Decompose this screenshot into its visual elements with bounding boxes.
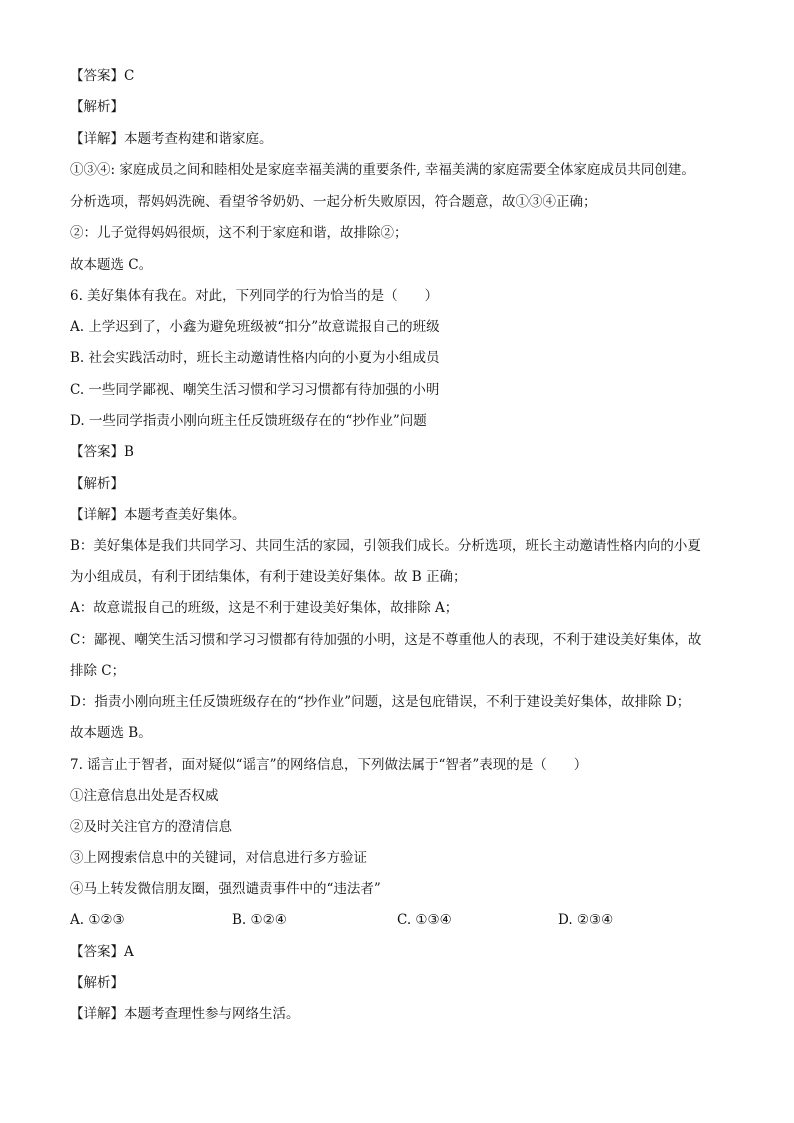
question-7-item: ①注意信息出处是否权威 xyxy=(70,788,219,804)
answer-label: 【答案】B xyxy=(70,444,134,460)
question-7-options xyxy=(70,910,740,930)
question-7-stem: 7. 谣言止于智者，面对疑似“谣言”的网络信息，下列做法属于“智者”表现的是（ ） xyxy=(70,757,588,773)
analysis-label: 【解析】 xyxy=(70,476,124,492)
question-7-option-c: C. ①③④ xyxy=(397,912,452,928)
question-6-option-a: A. 上学迟到了，小鑫为避免班级被“扣分”故意谎报自己的班级 xyxy=(70,319,440,335)
question-7-option-b: B. ①②④ xyxy=(232,912,287,928)
question-7-option-d: D. ②③④ xyxy=(558,912,614,928)
detail-line: C：鄙视、嘲笑生活习惯和学习习惯都有待加强的小明，这是不尊重他人的表现，不利于建设美好集体，故 xyxy=(70,632,702,648)
detail-line: B：美好集体是我们共同学习、共同生活的家园，引领我们成长。分析选项，班长主动邀请性格内向的小夏 xyxy=(70,538,701,554)
detail-line: 【详解】本题考查构建和谐家庭。 xyxy=(70,131,273,147)
detail-line: D：指责小刚向班主任反馈班级存在的“抄作业”问题，这是包庇错误，不利于建设美好集体，故排除 D； xyxy=(70,694,691,710)
detail-line: 排除 C； xyxy=(70,663,126,679)
answer-label: 【答案】C xyxy=(70,68,135,84)
detail-line: 为小组成员，有利于团结集体，有利于建设美好集体。故 B 正确； xyxy=(70,569,467,585)
question-7-item: ③上网搜索信息中的关键词，对信息进行多方验证 xyxy=(70,850,367,866)
question-6-option-c: C. 一些同学鄙视、嘲笑生活习惯和学习习惯都有待加强的小明 xyxy=(70,382,440,398)
question-7-option-a: A. ①②③ xyxy=(70,912,125,928)
question-7-item: ②及时关注官方的澄清信息 xyxy=(70,819,232,835)
detail-line: 【详解】本题考查理性参与网络生活。 xyxy=(70,1006,300,1022)
analysis-label: 【解析】 xyxy=(70,975,124,991)
detail-line: A：故意谎报自己的班级，这是不利于建设美好集体，故排除 A； xyxy=(70,600,459,616)
conclusion-line: 故本题选 C。 xyxy=(70,257,153,273)
conclusion-line: 故本题选 B。 xyxy=(70,725,152,741)
detail-line: ①③④: 家庭成员之间和睦相处是家庭幸福美满的重要条件, 幸福美满的家庭需要全体家庭成员共同创建。 xyxy=(70,162,695,178)
question-7-item: ④马上转发微信朋友圈，强烈谴责事件中的“违法者” xyxy=(70,881,381,897)
detail-line: 分析选项，帮妈妈洗碗、看望爷爷奶奶、一起分析失败原因，符合题意，故①③④正确； xyxy=(70,194,597,210)
question-6-stem: 6. 美好集体有我在。对此，下列同学的行为恰当的是（ ） xyxy=(70,288,439,304)
question-6-option-b: B. 社会实践活动时，班长主动邀请性格内向的小夏为小组成员 xyxy=(70,350,440,366)
detail-line: 【详解】本题考查美好集体。 xyxy=(70,507,246,523)
analysis-label: 【解析】 xyxy=(70,99,124,115)
question-6-option-d: D. 一些同学指责小刚向班主任反馈班级存在的“抄作业”问题 xyxy=(70,413,427,429)
answer-label: 【答案】A xyxy=(70,944,134,960)
detail-line: ②：儿子觉得妈妈很烦，这不利于家庭和谐，故排除②； xyxy=(70,225,408,241)
